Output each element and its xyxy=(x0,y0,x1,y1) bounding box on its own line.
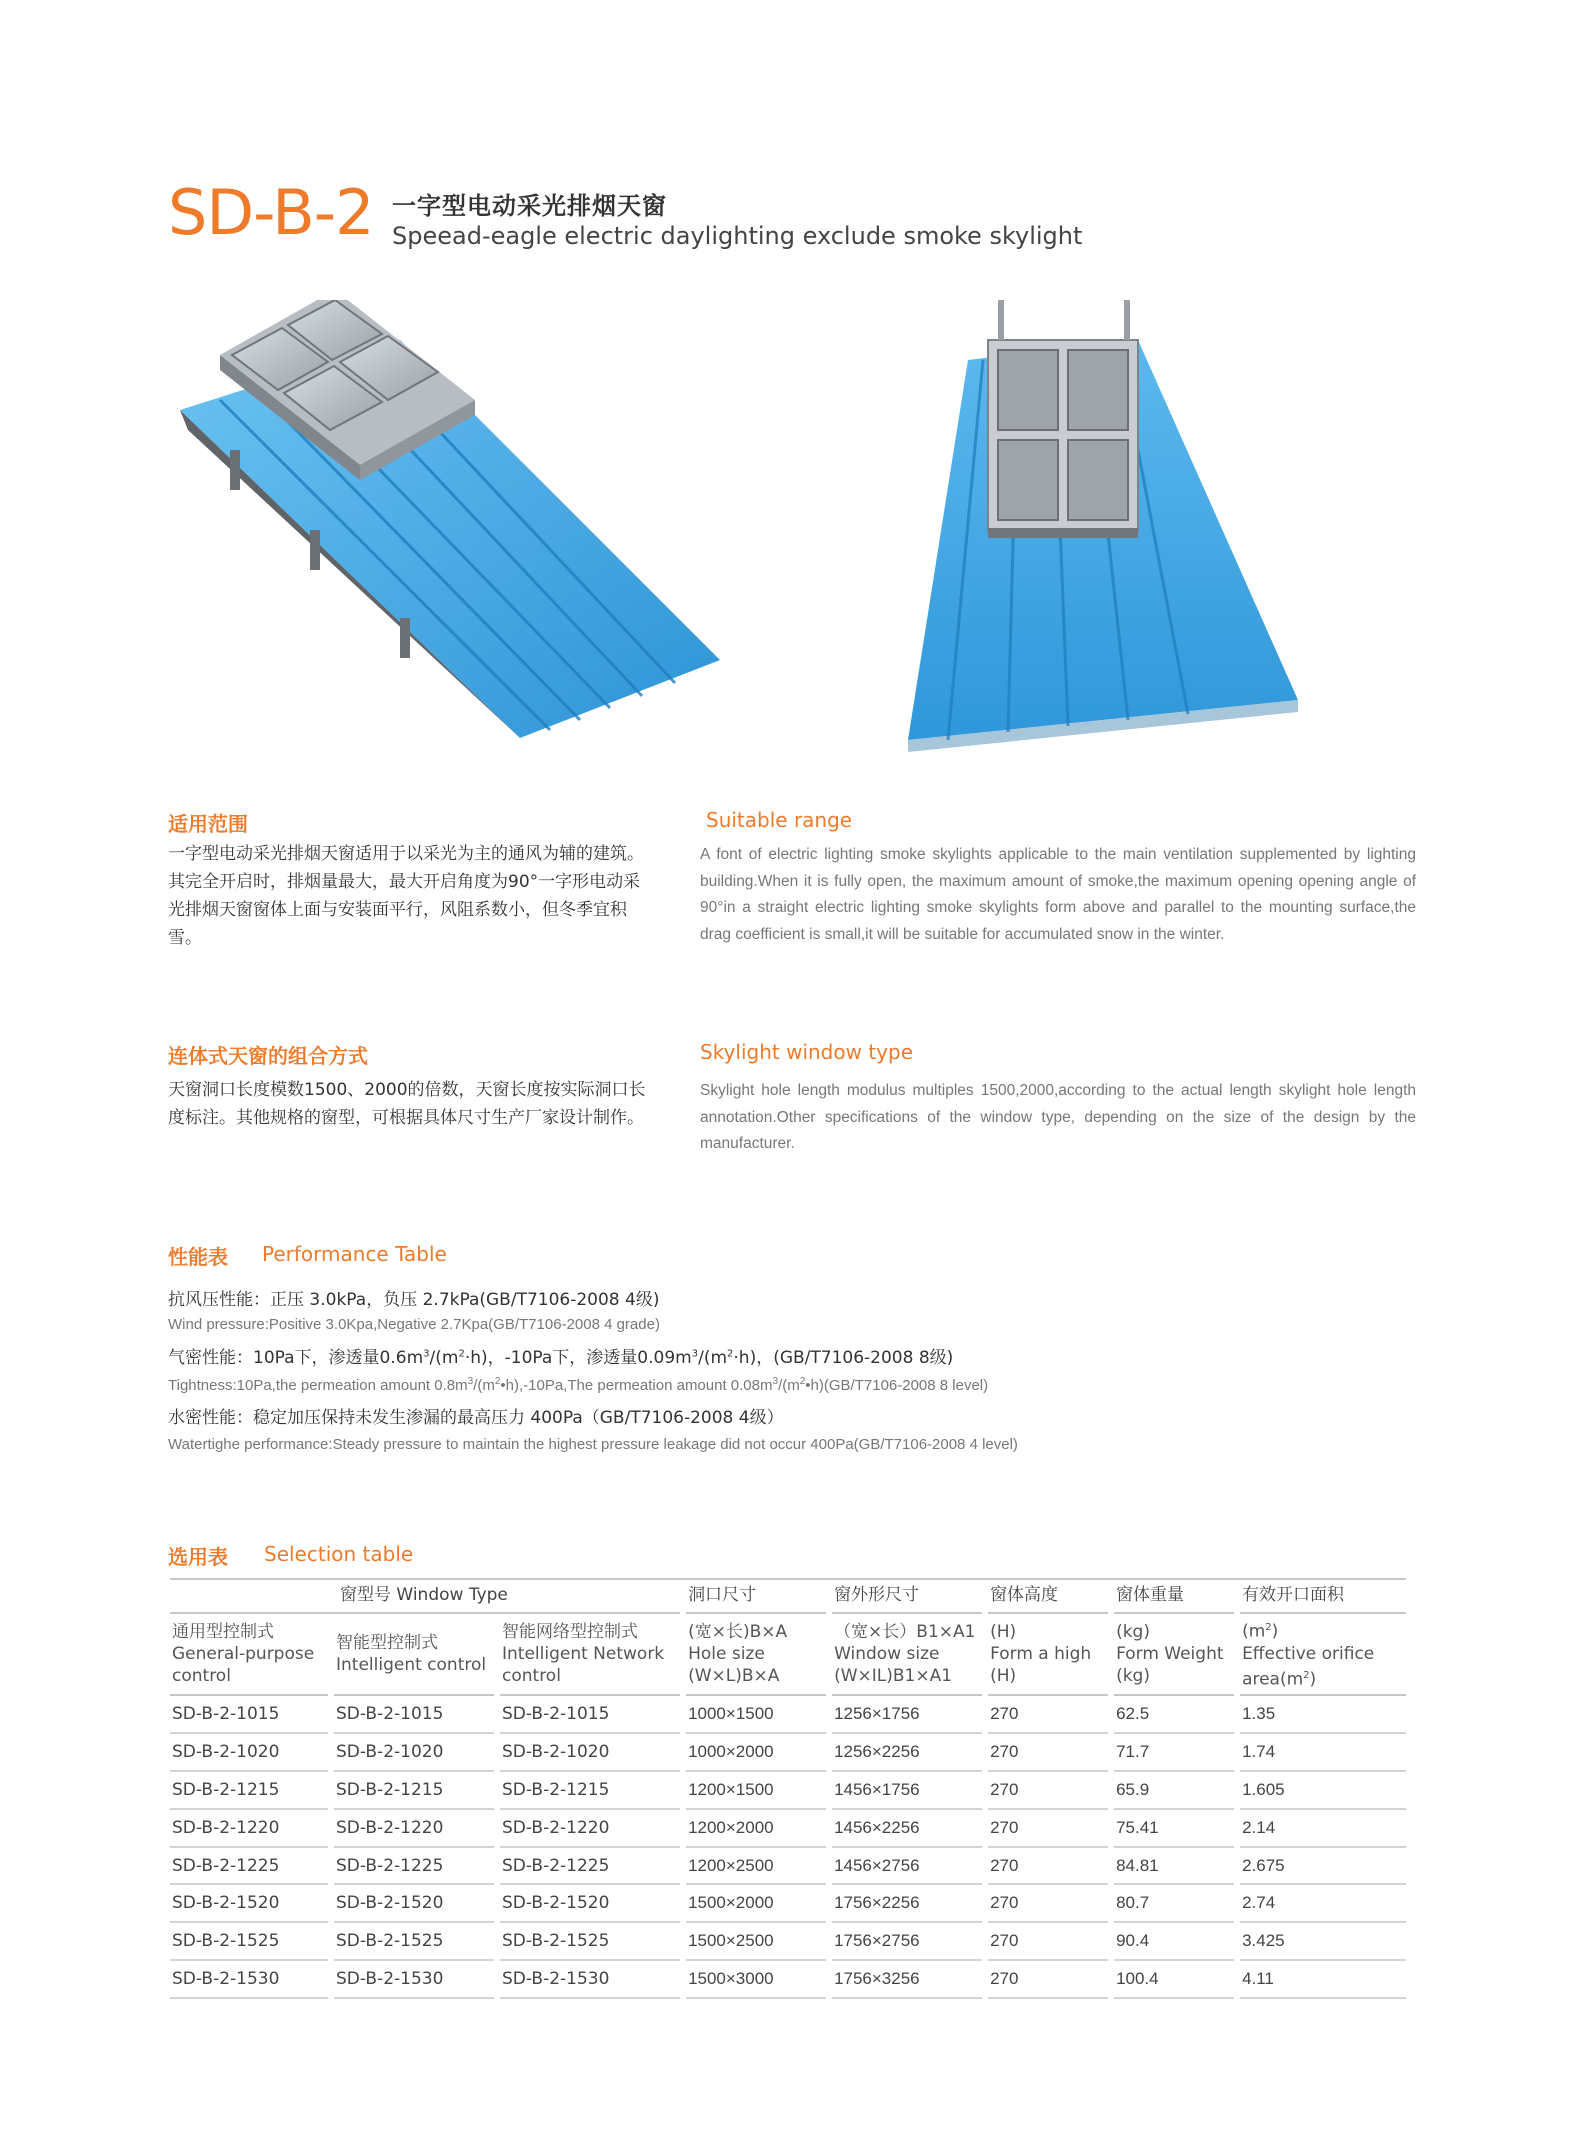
cell-model-intelligent: SD-B-2-1015 xyxy=(334,1695,494,1733)
skylight-open-illustration xyxy=(878,300,1356,760)
cell-weight: 65.9 xyxy=(1114,1771,1234,1809)
combo-text-en: Skylight hole length modulus multiples 1500,2000,according to the actual length skylight hole length annotation.Other specifications of the window type, depending on the size of the design by the manufacturer. xyxy=(700,1082,1416,1152)
cell-model-intelligent: SD-B-2-1530 xyxy=(334,1960,494,1998)
air-tightness-cn: 气密性能：10Pa下，渗透量$0.6m^3/(m^2\cdot h)$，-10Pa下，渗透量$0.09m^3/(m^2\cdot h)$，(GB/T7106-2008 8级) xyxy=(168,1348,954,1368)
cell-model-general: SD-B-2-1225 xyxy=(170,1847,328,1885)
header-window-size: 窗外形尺寸 xyxy=(832,1578,982,1613)
subheader-general: 通用型控制式 General-purpose control xyxy=(170,1613,328,1695)
air-tightness-en: Tightness:10Pa,the permeation amount $0.8m^3/(m^2•h),-10Pa,The$ permeation amount $0.08m^3/(m^2•h)(GB/T7106-2008$ 8 level) xyxy=(168,1376,989,1394)
cell-area: 2.74 xyxy=(1240,1884,1406,1922)
cell-hole-size: 1200×1500 xyxy=(686,1771,826,1809)
cell-window-size: 1256×1756 xyxy=(832,1695,982,1733)
cell-area: 1.35 xyxy=(1240,1695,1406,1733)
selection-title-cn: 选用表 xyxy=(168,1545,228,1569)
cell-model-network: SD-B-2-1020 xyxy=(500,1733,680,1771)
combo-title-en: Skylight window type xyxy=(700,1040,913,1064)
cell-model-network: SD-B-2-1525 xyxy=(500,1922,680,1960)
cell-area: 1.74 xyxy=(1240,1733,1406,1771)
cell-window-size: 1456×1756 xyxy=(832,1771,982,1809)
cell-weight: 100.4 xyxy=(1114,1960,1234,1998)
header-weight: 窗体重量 xyxy=(1114,1578,1234,1613)
cell-model-general: SD-B-2-1220 xyxy=(170,1809,328,1847)
water-tightness-en: Watertighe performance:Steady pressure to maintain the highest pressure leakage did not occur 400Pa(GB/T7106-2008 4 level) xyxy=(168,1436,1018,1453)
table-row xyxy=(170,1922,1406,1960)
cell-height: 270 xyxy=(988,1809,1108,1847)
cell-hole-size: 1500×2000 xyxy=(686,1884,826,1922)
cell-model-intelligent: SD-B-2-1020 xyxy=(334,1733,494,1771)
header-area: 有效开口面积 xyxy=(1240,1578,1406,1613)
cell-model-network: SD-B-2-1215 xyxy=(500,1771,680,1809)
cell-model-general: SD-B-2-1530 xyxy=(170,1960,328,1998)
cell-model-general: SD-B-2-1215 xyxy=(170,1771,328,1809)
title-cn: 一字型电动采光排烟天窗 xyxy=(392,192,667,220)
cell-area: 2.675 xyxy=(1240,1847,1406,1885)
table-row xyxy=(170,1847,1406,1885)
table-header-row xyxy=(170,1578,1406,1613)
table-row xyxy=(170,1695,1406,1733)
cell-model-intelligent: SD-B-2-1225 xyxy=(334,1847,494,1885)
combo-title-cn: 连体式天窗的组合方式 xyxy=(168,1044,368,1068)
cell-height: 270 xyxy=(988,1884,1108,1922)
header-window-type: 窗型号 Window Type xyxy=(170,1578,680,1613)
cell-model-network: SD-B-2-1220 xyxy=(500,1809,680,1847)
scope-title-cn: 适用范围 xyxy=(168,812,248,836)
cell-height: 270 xyxy=(988,1733,1108,1771)
cell-model-network: SD-B-2-1015 xyxy=(500,1695,680,1733)
header-hole-size: 洞口尺寸 xyxy=(686,1578,826,1613)
selection-table xyxy=(170,1578,1406,1999)
model-code: SD-B-2 xyxy=(168,176,374,249)
table-row xyxy=(170,1809,1406,1847)
table-body xyxy=(170,1695,1406,1998)
cell-height: 270 xyxy=(988,1771,1108,1809)
subheader-network: 智能网络型控制式 Intelligent Network control xyxy=(500,1613,680,1695)
table-row xyxy=(170,1771,1406,1809)
cell-area: 3.425 xyxy=(1240,1922,1406,1960)
cell-weight: 62.5 xyxy=(1114,1695,1234,1733)
cell-model-network: SD-B-2-1520 xyxy=(500,1884,680,1922)
cell-hole-size: 1200×2000 xyxy=(686,1809,826,1847)
cell-window-size: 1756×3256 xyxy=(832,1960,982,1998)
cell-hole-size: 1000×2000 xyxy=(686,1733,826,1771)
subheader-weight: (kg) Form Weight (kg) xyxy=(1114,1613,1234,1695)
subheader-hole: (宽×长)B×A Hole size (W×L)B×A xyxy=(686,1613,826,1695)
cell-weight: 80.7 xyxy=(1114,1884,1234,1922)
scope-title-en: Suitable range xyxy=(706,808,853,832)
cell-window-size: 1756×2756 xyxy=(832,1922,982,1960)
cell-model-intelligent: SD-B-2-1525 xyxy=(334,1922,494,1960)
cell-weight: 71.7 xyxy=(1114,1733,1234,1771)
subheader-intelligent: 智能型控制式 Intelligent control xyxy=(334,1613,494,1695)
table-row xyxy=(170,1884,1406,1922)
cell-model-intelligent: SD-B-2-1220 xyxy=(334,1809,494,1847)
scope-text-en: A font of electric lighting smoke skylights applicable to the main ventilation supplemented by lighting building.When it is fully open, the maximum amount of smoke,the maximum opening opening angle of 90°in a straight electric lighting smoke skylights form above and parallel to the mounting surface,the drag coefficient is small,it will be suitable for accumulated snow in the winter. xyxy=(700,846,1416,943)
cell-weight: 84.81 xyxy=(1114,1847,1234,1885)
table-row xyxy=(170,1960,1406,1998)
cell-window-size: 1456×2756 xyxy=(832,1847,982,1885)
wind-pressure-cn: 抗风压性能：正压 3.0kPa，负压 2.7kPa(GB/T7106-2008 4级) xyxy=(168,1290,660,1310)
wind-pressure-en: Wind pressure:Positive 3.0Kpa,Negative 2.7Kpa(GB/T7106-2008 4 grade) xyxy=(168,1316,660,1333)
cell-model-intelligent: SD-B-2-1215 xyxy=(334,1771,494,1809)
water-tightness-cn: 水密性能：稳定加压保持未发生渗漏的最高压力 400Pa（GB/T7106-2008 4级） xyxy=(168,1408,784,1428)
subheader-area: $(m^2)$ Effective orifice $area(m^2)$ xyxy=(1240,1613,1406,1695)
cell-hole-size: 1500×3000 xyxy=(686,1960,826,1998)
cell-model-general: SD-B-2-1015 xyxy=(170,1695,328,1733)
cell-window-size: 1456×2256 xyxy=(832,1809,982,1847)
cell-height: 270 xyxy=(988,1695,1108,1733)
cell-model-network: SD-B-2-1530 xyxy=(500,1960,680,1998)
cell-hole-size: 1500×2500 xyxy=(686,1922,826,1960)
selection-title-en: Selection table xyxy=(264,1542,414,1566)
combo-text-cn: 天窗洞口长度模数1500、2000的倍数，天窗长度按实际洞口长度标注。其他规格的窗型，可根据具体尺寸生产厂家设计制作。 xyxy=(168,1080,646,1128)
cell-model-general: SD-B-2-1520 xyxy=(170,1884,328,1922)
title-en: Speead-eagle electric daylighting exclude smoke skylight xyxy=(392,222,1083,250)
skylight-closed-illustration xyxy=(160,300,738,740)
cell-height: 270 xyxy=(988,1922,1108,1960)
cell-area: 1.605 xyxy=(1240,1771,1406,1809)
cell-area: 2.14 xyxy=(1240,1809,1406,1847)
subheader-window-size: （宽×长）B1×A1 Window size (W×IL)B1×A1 xyxy=(832,1613,982,1695)
subheader-height: (H) Form a high (H) xyxy=(988,1613,1108,1695)
performance-title-cn: 性能表 xyxy=(168,1245,228,1269)
scope-text-cn: 一字型电动采光排烟天窗适用于以采光为主的通风为辅的建筑。其完全开启时，排烟量最大，最大开启角度为90°一字形电动采光排烟天窗窗体上面与安装面平行，风阻系数小，但冬季宜积雪。 xyxy=(168,844,644,948)
cell-weight: 75.41 xyxy=(1114,1809,1234,1847)
cell-area: 4.11 xyxy=(1240,1960,1406,1998)
table-row xyxy=(170,1733,1406,1771)
cell-weight: 90.4 xyxy=(1114,1922,1234,1960)
cell-model-network: SD-B-2-1225 xyxy=(500,1847,680,1885)
product-image-closed xyxy=(160,300,738,740)
cell-height: 270 xyxy=(988,1847,1108,1885)
cell-model-intelligent: SD-B-2-1520 xyxy=(334,1884,494,1922)
table-subheader-row xyxy=(170,1613,1406,1695)
product-image-open xyxy=(878,300,1356,760)
cell-model-general: SD-B-2-1525 xyxy=(170,1922,328,1960)
cell-window-size: 1756×2256 xyxy=(832,1884,982,1922)
cell-hole-size: 1200×2500 xyxy=(686,1847,826,1885)
performance-title-en: Performance Table xyxy=(262,1242,447,1266)
cell-window-size: 1256×2256 xyxy=(832,1733,982,1771)
header-height: 窗体高度 xyxy=(988,1578,1108,1613)
cell-model-general: SD-B-2-1020 xyxy=(170,1733,328,1771)
cell-hole-size: 1000×1500 xyxy=(686,1695,826,1733)
cell-height: 270 xyxy=(988,1960,1108,1998)
